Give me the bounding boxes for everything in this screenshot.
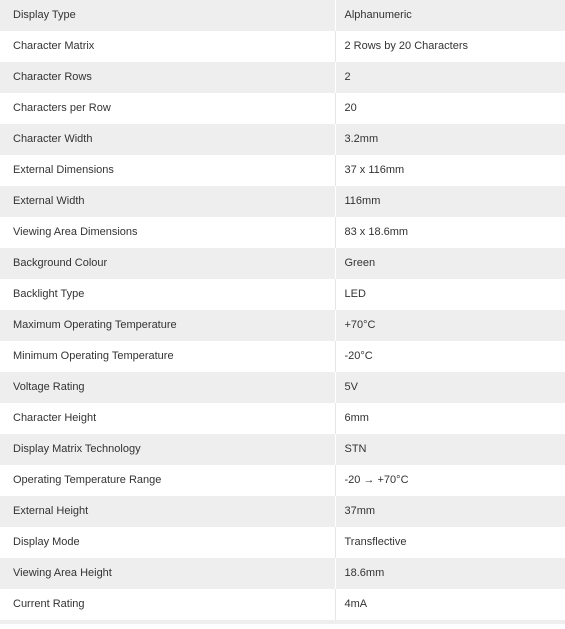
spec-row bbox=[0, 93, 565, 124]
spec-row bbox=[0, 465, 565, 496]
spec-row bbox=[0, 31, 565, 62]
spec-row bbox=[0, 496, 565, 527]
spec-row bbox=[0, 186, 565, 217]
spec-value: 20 bbox=[335, 93, 565, 124]
spec-name: Display Matrix Technology bbox=[13, 443, 141, 455]
spec-value: STN bbox=[335, 434, 565, 465]
spec-name: Character Matrix bbox=[13, 40, 95, 52]
spec-row bbox=[0, 62, 565, 93]
spec-value: 5V bbox=[335, 372, 565, 403]
spec-row bbox=[0, 155, 565, 186]
spec-name: External Dimensions bbox=[13, 164, 114, 176]
spec-name: Viewing Area Dimensions bbox=[13, 226, 138, 238]
spec-value: 4mA bbox=[335, 589, 565, 620]
spec-row bbox=[0, 558, 565, 589]
spec-name: Operating Temperature Range bbox=[13, 474, 162, 486]
spec-name: Minimum Operating Temperature bbox=[13, 350, 174, 362]
spec-value: 3.2mm bbox=[335, 124, 565, 155]
spec-row bbox=[0, 589, 565, 620]
spec-name: Character Height bbox=[13, 412, 97, 424]
spec-value: Alphanumeric bbox=[335, 0, 565, 31]
spec-name: Display Type bbox=[13, 9, 76, 21]
spec-value: 2 Rows by 20 Characters bbox=[335, 31, 565, 62]
next-row-edge bbox=[0, 620, 565, 624]
spec-name: Viewing Area Height bbox=[13, 567, 112, 579]
spec-name: Backlight Type bbox=[13, 288, 85, 300]
spec-row bbox=[0, 341, 565, 372]
spec-value: Transflective bbox=[335, 527, 565, 558]
spec-name: Voltage Rating bbox=[13, 381, 85, 393]
spec-name: Maximum Operating Temperature bbox=[13, 319, 177, 331]
spec-value: +70°C bbox=[335, 310, 565, 341]
spec-row bbox=[0, 217, 565, 248]
spec-row bbox=[0, 372, 565, 403]
spec-value: -20 → +70°C bbox=[335, 465, 565, 496]
spec-row bbox=[0, 279, 565, 310]
spec-value: 37mm bbox=[335, 496, 565, 527]
spec-value: 116mm bbox=[335, 186, 565, 217]
spec-row bbox=[0, 527, 565, 558]
spec-row bbox=[0, 248, 565, 279]
spec-value: Green bbox=[335, 248, 565, 279]
spec-name: External Width bbox=[13, 195, 85, 207]
spec-value: 6mm bbox=[335, 403, 565, 434]
spec-value: 37 x 116mm bbox=[335, 155, 565, 186]
spec-name: Characters per Row bbox=[13, 102, 111, 114]
spec-name: Character Width bbox=[13, 133, 93, 145]
spec-row bbox=[0, 403, 565, 434]
spec-value: LED bbox=[335, 279, 565, 310]
spec-value: 18.6mm bbox=[335, 558, 565, 589]
spec-value: 83 x 18.6mm bbox=[335, 217, 565, 248]
spec-value: -20°C bbox=[335, 341, 565, 372]
spec-name: Character Rows bbox=[13, 71, 92, 83]
spec-row bbox=[0, 124, 565, 155]
spec-row bbox=[0, 434, 565, 465]
spec-name: External Height bbox=[13, 505, 89, 517]
spec-row bbox=[0, 0, 565, 31]
spec-value: 2 bbox=[335, 62, 565, 93]
spec-name: Display Mode bbox=[13, 536, 80, 548]
spec-name: Current Rating bbox=[13, 598, 85, 610]
spec-name: Background Colour bbox=[13, 257, 108, 269]
spec-row bbox=[0, 310, 565, 341]
